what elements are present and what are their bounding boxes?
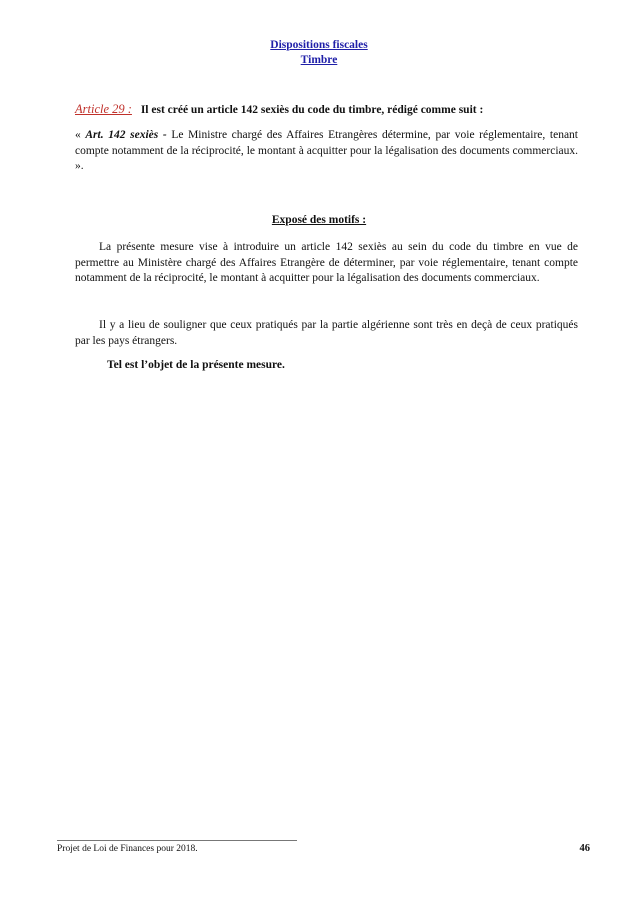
motifs-paragraph-2: Il y a lieu de souligner que ceux pratiqués par la partie algérienne sont très en deçà de ceux pratiqués par les pays étrangers.	[75, 319, 578, 347]
motifs-paragraph-1: La présente mesure vise à introduire un article 142 sexiès au sein du code du timbre en vue de permettre au Ministère chargé des Affaires Etrangère de déterminer, par voie réglementaire, tenant compte notamment de la réciprocité, le montant à acquitter pour la légalisation des documents commerciaux.	[75, 241, 578, 284]
page-number: 46	[579, 843, 590, 854]
motifs-conclusion: Tel est l’objet de la présente mesure.	[107, 359, 285, 371]
article-label: Article 29 :	[75, 102, 132, 116]
article-quote-open: «	[75, 129, 86, 141]
footer-text: Projet de Loi de Finances pour 2018.	[57, 844, 198, 854]
article-heading-row	[75, 102, 578, 119]
article-heading: Il est créé un article 142 sexiès du code du timbre, rédigé comme suit :	[140, 104, 484, 116]
article-text: Le Ministre chargé des Affaires Etrangères détermine, par voie réglementaire, tenant compte notamment de la réciprocité, le montant à acquitter pour la légalisation des documents commerciaux. ».	[75, 129, 578, 172]
motifs-title: Exposé des motifs :	[271, 214, 367, 226]
document-header	[0, 38, 638, 68]
article-body	[75, 128, 578, 175]
header-subtitle: Timbre	[300, 54, 338, 66]
article-reference: Art. 142 sexiès -	[85, 129, 167, 141]
header-title: Dispositions fiscales	[270, 39, 368, 51]
footer-divider	[57, 840, 297, 841]
